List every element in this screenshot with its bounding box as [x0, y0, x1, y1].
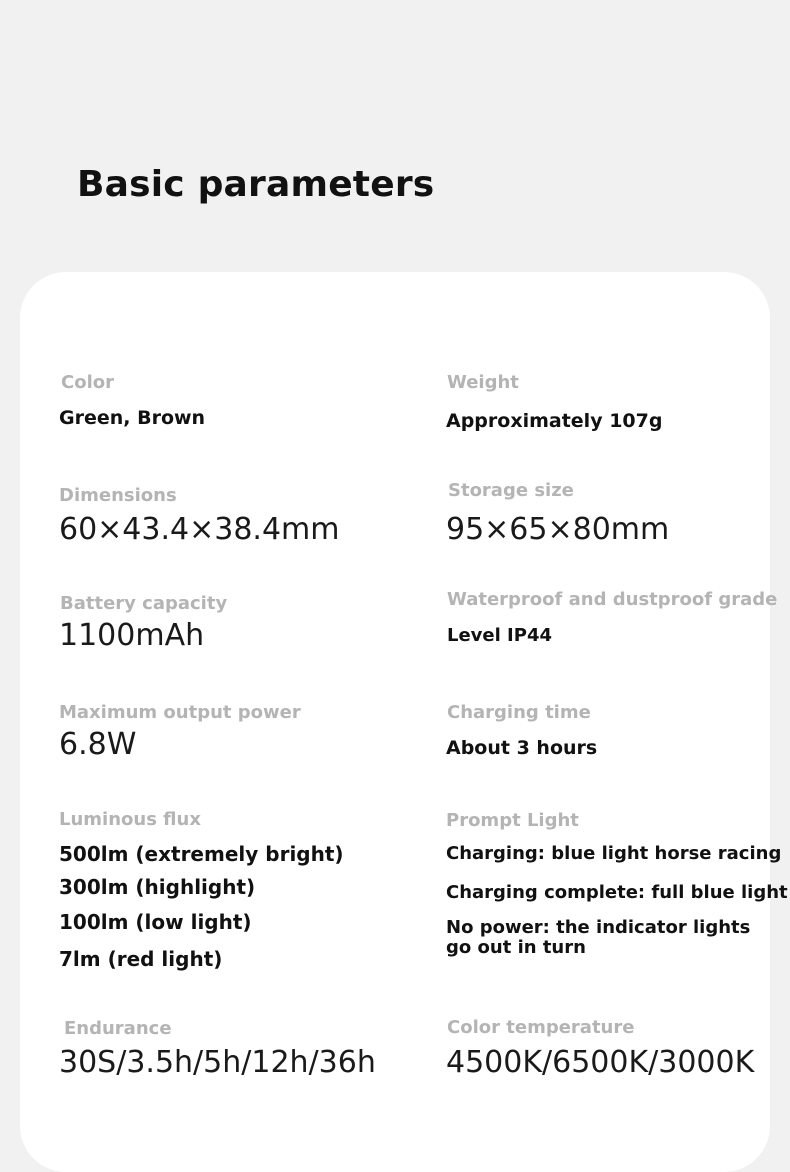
- page-title: Basic parameters: [77, 164, 435, 205]
- param-label: Color temperature: [447, 1017, 635, 1038]
- param-value: 6.8W: [59, 727, 137, 762]
- list-item: Charging: blue light horse racing: [446, 843, 782, 864]
- param-value: Green, Brown: [59, 407, 206, 429]
- param-label: Luminous flux: [59, 809, 201, 830]
- param-label: Charging time: [447, 702, 591, 723]
- param-value: Level IP44: [447, 625, 552, 646]
- param-value: 95×65×80mm: [446, 512, 670, 547]
- list-item: Charging complete: full blue light: [446, 882, 788, 903]
- param-label: Storage size: [448, 480, 574, 501]
- param-label: Endurance: [64, 1018, 172, 1039]
- param-value: 1100mAh: [59, 618, 205, 653]
- list-item: 300lm (highlight): [59, 875, 256, 899]
- param-value: 30S/3.5h/5h/12h/36h: [59, 1045, 376, 1080]
- param-label: Battery capacity: [60, 593, 228, 614]
- list-item: 7lm (red light): [59, 947, 223, 971]
- param-label: Maximum output power: [59, 702, 301, 723]
- param-value: 60×43.4×38.4mm: [59, 512, 340, 547]
- param-value: 4500K/6500K/3000K: [446, 1045, 755, 1080]
- param-label: Prompt Light: [446, 810, 579, 831]
- list-item: No power: the indicator lights go out in turn: [446, 917, 751, 958]
- list-item: 100lm (low light): [59, 910, 252, 934]
- param-label: Waterproof and dustproof grade: [447, 589, 778, 610]
- list-item: 500lm (extremely bright): [59, 842, 344, 866]
- param-value: Approximately 107g: [446, 410, 663, 432]
- param-label: Dimensions: [59, 485, 177, 506]
- param-label: Weight: [447, 372, 519, 393]
- param-label: Color: [61, 372, 114, 393]
- param-value: About 3 hours: [446, 737, 598, 759]
